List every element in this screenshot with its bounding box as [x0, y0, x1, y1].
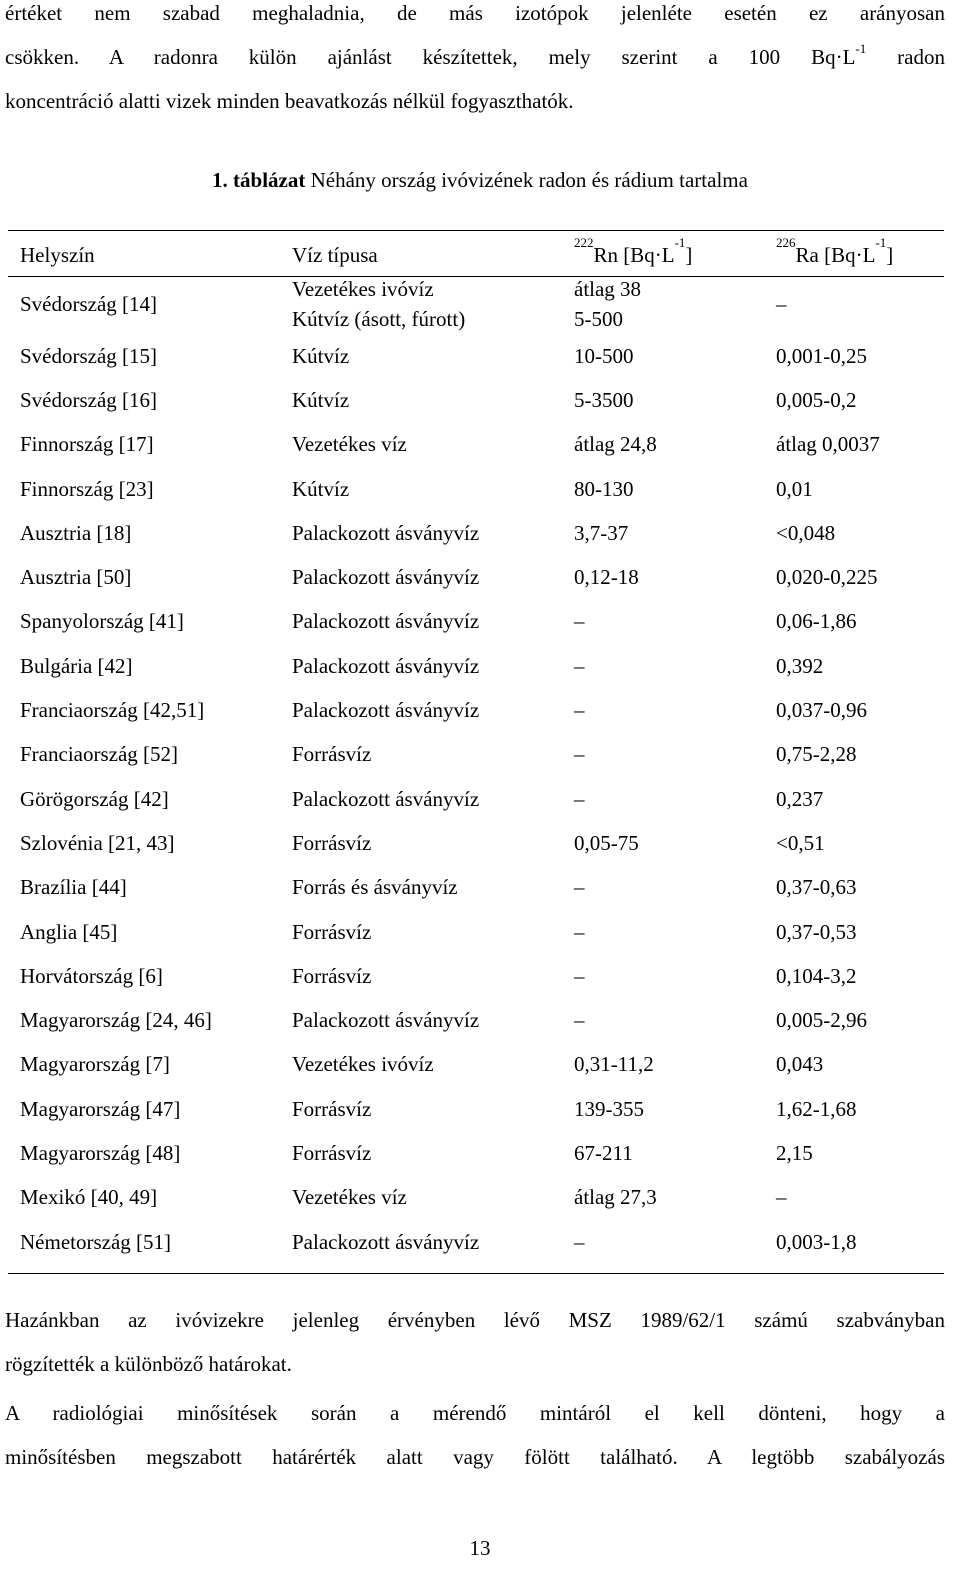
cell-radon: átlag 38 5-500 [574, 277, 642, 331]
cell-location: Svédország [14] [20, 292, 158, 316]
cell-water-type: Vezetékes ivóvíz Kútvíz (ásott, fúrott) [292, 277, 466, 331]
table-row [8, 954, 944, 998]
body-p1-line-1: Hazánkban az ivóvizekre jelenleg érvényben lévő MSZ 1989/62/1 számú szabványban [5, 1308, 945, 1332]
cell-location: Bulgária [42] [20, 653, 133, 678]
table-row [8, 378, 944, 422]
cell-radium: 0,237 [776, 786, 824, 811]
cell-radon: 0,31-11,2 [574, 1052, 654, 1077]
table-row [8, 998, 944, 1042]
cell-location: Görögország [42] [20, 786, 169, 811]
cell-radium: 0,037-0,96 [776, 698, 867, 723]
cell-radium: <0,51 [776, 830, 825, 855]
table-row [8, 1220, 944, 1264]
cell-location: Franciaország [52] [20, 742, 179, 767]
radon-radium-table [8, 236, 944, 1264]
cell-radium: 0,005-2,96 [776, 1008, 867, 1033]
cell-radium: 0,06-1,86 [776, 609, 857, 634]
cell-radon: 139-355 [574, 1096, 644, 1121]
cell-location: Magyarország [24, 46] [20, 1008, 212, 1033]
cell-radium: 0,003-1,8 [776, 1229, 857, 1254]
cell-radium: 0,104-3,2 [776, 963, 857, 988]
cell-location: Szlovénia [21, 43] [20, 830, 175, 855]
cell-location: Finnország [17] [20, 432, 154, 457]
cell-radium: <0,048 [776, 520, 836, 545]
table-row [8, 274, 944, 334]
cell-radon: 67-211 [574, 1140, 633, 1165]
header-radium: $^{226}$Ra $[Bq\cdot L^{-1}]$ [776, 234, 894, 267]
cell-location: Finnország [23] [20, 476, 154, 501]
table-row [8, 1176, 944, 1220]
table-row [8, 733, 944, 777]
cell-radon: – [574, 963, 585, 988]
table-row [8, 688, 944, 732]
cell-radon: 5-3500 [574, 387, 634, 412]
cell-radium: – [776, 1185, 787, 1210]
table-row [8, 644, 944, 688]
cell-radium: 0,001-0,25 [776, 343, 867, 368]
cell-water-type: Palackozott ásványvíz [292, 609, 480, 634]
cell-location: Spanyolország [41] [20, 609, 184, 634]
cell-radon: 10-500 [574, 343, 634, 368]
cell-water-type: Forrás és ásványvíz [292, 875, 458, 900]
cell-radium: 0,01 [776, 476, 813, 501]
cell-radium: – [776, 292, 787, 316]
cell-location: Németország [51] [20, 1229, 172, 1254]
cell-location: Svédország [16] [20, 387, 158, 412]
cell-radon: 3,7-37 [574, 520, 629, 545]
table-caption [0, 168, 960, 193]
table-header-row [8, 236, 944, 274]
table-row [8, 866, 944, 910]
cell-water-type: Vezetékes víz [292, 1185, 407, 1210]
header-radon: $^{222}$Rn $[Bq\cdot L^{-1}]$ [574, 234, 693, 267]
cell-water-type: Palackozott ásványvíz [292, 565, 480, 590]
table-top-rule [8, 230, 944, 231]
table-row [8, 467, 944, 511]
table-row [8, 600, 944, 644]
cell-location: Franciaország [42,51] [20, 698, 205, 723]
body-paragraph-2 [5, 1391, 945, 1479]
cell-water-type: Palackozott ásványvíz [292, 698, 480, 723]
cell-radium: átlag 0,0037 [776, 432, 880, 457]
cell-radon: – [574, 786, 585, 811]
table-row [8, 423, 944, 467]
cell-radium: 0,392 [776, 653, 824, 678]
cell-location: Ausztria [50] [20, 565, 132, 590]
cell-radon: – [574, 919, 585, 944]
body-p1-line-2: rögzítették a különböző határokat. [5, 1352, 292, 1376]
cell-radium: 0,020-0,225 [776, 565, 878, 590]
cell-radon: – [574, 653, 585, 678]
body-paragraph-1 [5, 1298, 945, 1386]
cell-radium: 0,37-0,63 [776, 875, 857, 900]
cell-water-type: Palackozott ásványvíz [292, 520, 480, 545]
cell-water-type: Palackozott ásványvíz [292, 1008, 480, 1033]
intro-line-3: koncentráció alatti vizek minden beavatkozás nélkül fogyaszthatók. [5, 89, 574, 113]
cell-radon: átlag 24,8 [574, 432, 657, 457]
cell-water-type: Forrásvíz [292, 1096, 372, 1121]
cell-location: Ausztria [18] [20, 520, 132, 545]
cell-radon: – [574, 875, 585, 900]
cell-radon: – [574, 1008, 585, 1033]
table-caption-label: 1. táblázat [212, 168, 306, 192]
cell-radon: – [574, 698, 585, 723]
cell-radium: 0,043 [776, 1052, 824, 1077]
table-caption-text: Néhány ország ivóvizének radon és rádium tartalma [305, 168, 748, 192]
cell-radon: 0,05-75 [574, 830, 639, 855]
cell-radium: 0,37-0,53 [776, 919, 857, 944]
cell-location: Svédország [15] [20, 343, 158, 368]
cell-location: Mexikó [40, 49] [20, 1185, 158, 1210]
cell-radon: – [574, 1229, 585, 1254]
table-row [8, 821, 944, 865]
cell-water-type: Palackozott ásványvíz [292, 653, 480, 678]
intro-line-2: csökken. A radonra külön ajánlást készítettek, mely szerint a 100 $Bq\cdot L^{-1}$ radon [5, 41, 945, 69]
cell-radium: 2,15 [776, 1140, 813, 1165]
cell-location: Magyarország [47] [20, 1096, 181, 1121]
cell-water-type: Forrásvíz [292, 1140, 372, 1165]
header-water-type: Víz típusa [292, 242, 378, 267]
header-location: Helyszín [20, 242, 95, 267]
cell-radium: 0,005-0,2 [776, 387, 857, 412]
cell-water-type: Kútvíz [292, 387, 350, 412]
table-row [8, 334, 944, 378]
page-number: 13 [469, 1536, 491, 1560]
cell-water-type: Forrásvíz [292, 963, 372, 988]
body-p2-line-2: minősítésben megszabott határérték alatt vagy fölött található. A legtöbb szabályozás [5, 1445, 945, 1469]
table-row [8, 910, 944, 954]
cell-water-type: Forrásvíz [292, 919, 372, 944]
cell-radon: átlag 27,3 [574, 1185, 657, 1210]
cell-location: Anglia [45] [20, 919, 118, 944]
cell-water-type: Kútvíz [292, 343, 350, 368]
table-row [8, 777, 944, 821]
cell-radon: 0,12-18 [574, 565, 639, 590]
table-row [8, 1087, 944, 1131]
cell-water-type: Forrásvíz [292, 742, 372, 767]
table-row [8, 1131, 944, 1175]
cell-water-type: Vezetékes ivóvíz [292, 1052, 434, 1077]
cell-radon: – [574, 609, 585, 634]
cell-radium: 0,75-2,28 [776, 742, 857, 767]
cell-radon: – [574, 742, 585, 767]
cell-location: Magyarország [7] [20, 1052, 170, 1077]
table-row [8, 555, 944, 599]
cell-location: Horvátország [6] [20, 963, 163, 988]
table-bottom-rule [8, 1273, 944, 1274]
intro-paragraph [5, 0, 945, 123]
cell-location: Brazília [44] [20, 875, 127, 900]
cell-water-type: Forrásvíz [292, 830, 372, 855]
table-row [8, 1043, 944, 1087]
cell-radium: 1,62-1,68 [776, 1096, 857, 1121]
body-p2-line-1: A radiológiai minősítések során a mérendő mintáról el kell dönteni, hogy a [5, 1401, 945, 1425]
cell-water-type: Vezetékes víz [292, 432, 407, 457]
cell-location: Magyarország [48] [20, 1140, 181, 1165]
cell-water-type: Palackozott ásványvíz [292, 786, 480, 811]
cell-water-type: Palackozott ásványvíz [292, 1229, 480, 1254]
intro-line-1: értéket nem szabad meghaladnia, de más izotópok jelenléte esetén ez arányosan [5, 1, 945, 25]
cell-radon: 80-130 [574, 476, 634, 501]
table-row [8, 511, 944, 555]
cell-water-type: Kútvíz [292, 476, 350, 501]
